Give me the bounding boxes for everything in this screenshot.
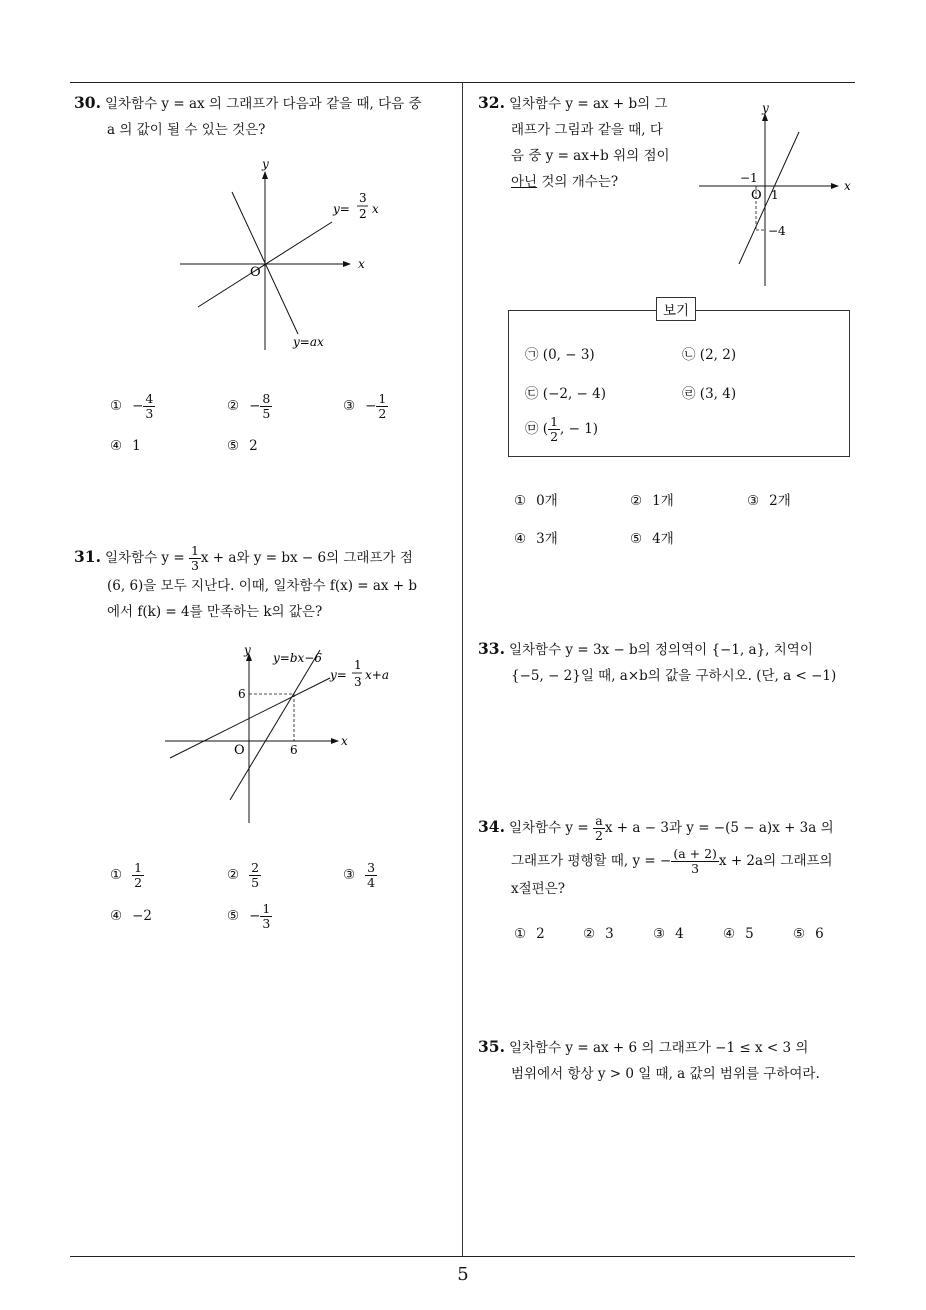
origin-label: O <box>751 188 762 203</box>
choice-4[interactable]: ④ 5 <box>723 926 754 942</box>
fraction: $\frac{1}{2}$ <box>134 860 143 890</box>
page-number: 5 <box>457 1264 469 1285</box>
choice-2[interactable]: ② − $\frac{8}{5}$ <box>227 391 271 421</box>
bogi-item: ㉡ (2, 2) <box>682 347 737 363</box>
x-axis-label: x <box>341 734 348 748</box>
bogi-title: 보기 <box>656 297 696 321</box>
tick-x-neg-label: −1 <box>740 171 758 185</box>
graph-line-bx-minus-6 <box>230 650 320 800</box>
question-text: 래프가 그림과 같을 때, 다 <box>511 122 663 138</box>
y-axis-label: y <box>762 101 769 115</box>
q30-graph <box>170 150 400 370</box>
question-32 <box>478 90 670 195</box>
question-30 <box>74 90 422 143</box>
choice-1[interactable]: ① 2 <box>514 926 545 942</box>
question-number: 31. <box>74 547 101 566</box>
line-label-num: 3 <box>359 191 367 205</box>
question-number: 32. <box>478 93 505 112</box>
line-label-num: 1 <box>354 658 362 672</box>
question-text: 일차함수 y = 3x − b의 정의역이 {−1, a}, 치역이 <box>508 642 813 658</box>
question-text: 일차함수 y = ax + 6 의 그래프가 −1 ≤ x < 3 의 <box>508 1040 809 1056</box>
choice-4[interactable]: ④ −2 <box>110 908 153 924</box>
fraction: $\frac{(a + 2)}{3}$ <box>673 846 717 876</box>
line-label-ax: y=ax <box>293 335 324 349</box>
graph-line-ax-plus-b <box>739 132 799 264</box>
fraction: $\frac{2}{5}$ <box>251 860 260 890</box>
choice-5[interactable]: ⑤ 4개 <box>630 531 674 547</box>
question-text: (6, 6)을 모두 지난다. 이때, 일차함수 f(x) = ax + b <box>107 578 418 594</box>
line-label-den: 3 <box>354 675 362 689</box>
question-text: 범위에서 항상 y > 0 일 때, a 값의 범위를 구하여라. <box>511 1066 820 1082</box>
q32-graph <box>695 98 860 293</box>
footer-rule <box>70 1256 855 1257</box>
choice-1[interactable]: ① $\frac{1}{2}$ <box>110 860 143 890</box>
tick-x-label: 1 <box>771 188 779 202</box>
line-label-prefix: y= <box>330 668 347 682</box>
question-number: 34. <box>478 817 505 836</box>
question-33 <box>478 636 836 689</box>
question-31 <box>74 544 417 625</box>
bogi-item: ㉤ ( $\frac{1}{2}$ , − 1) <box>525 414 599 444</box>
line-label-bx: y=bx−6 <box>273 651 322 665</box>
y-axis-label: y <box>244 643 251 657</box>
question-text: 일차함수 y = ax + b의 그 <box>508 96 668 112</box>
origin-label: O <box>234 743 245 758</box>
bogi-item: ㉠ (0, − 3) <box>525 347 595 363</box>
question-text: 것의 개수는? <box>537 174 619 190</box>
fraction: $\frac{3}{4}$ <box>367 860 376 890</box>
question-text: {−5, − 2}일 때, a×b의 값을 구하시오. (단, a < −1) <box>511 668 837 684</box>
fraction: $\frac{4}{3}$ <box>145 391 154 421</box>
y-axis-label: y <box>262 157 269 171</box>
tick-x-label: 6 <box>290 743 298 757</box>
choice-5[interactable]: ⑤ − $\frac{1}{3}$ <box>227 901 271 931</box>
question-number: 30. <box>74 93 101 112</box>
choice-5[interactable]: ⑤ 2 <box>227 438 258 454</box>
fraction: $\frac{1}{3}$ <box>262 901 271 931</box>
q31-graph <box>160 640 410 830</box>
question-text: x + a와 y = bx − 6의 그래프가 점 <box>200 550 413 566</box>
question-text-underlined: 아닌 <box>511 174 538 190</box>
question-text: 에서 f(k) = 4를 만족하는 k의 값은? <box>107 604 323 620</box>
line-label-prefix: y= <box>333 202 350 216</box>
choice-4[interactable]: ④ 3개 <box>514 531 558 547</box>
choice-4[interactable]: ④ 1 <box>110 438 141 454</box>
tick-y-label: −4 <box>768 224 786 238</box>
bogi-item: ㉣ (3, 4) <box>682 386 737 402</box>
bogi-item: ㉢ (−2, − 4) <box>525 386 607 402</box>
fraction: $\frac{1}{3}$ <box>190 543 199 573</box>
choice-2[interactable]: ② $\frac{2}{5}$ <box>227 860 260 890</box>
line-label-den: 2 <box>359 207 367 221</box>
question-text: x절편은? <box>511 881 565 897</box>
choice-2[interactable]: ② 1개 <box>630 493 674 509</box>
choice-3[interactable]: ③ − $\frac{1}{2}$ <box>343 391 387 421</box>
question-34 <box>478 814 834 902</box>
choice-1[interactable]: ① − $\frac{4}{3}$ <box>110 391 154 421</box>
question-number: 35. <box>478 1037 505 1056</box>
choice-5[interactable]: ⑤ 6 <box>793 926 824 942</box>
question-text: a 의 값이 될 수 있는 것은? <box>107 122 266 138</box>
question-text: 일차함수 y = ax 의 그래프가 다음과 같을 때, 다음 중 <box>104 96 422 112</box>
question-text: x + a − 3과 y = −(5 − a)x + 3a 의 <box>604 820 834 836</box>
choice-3[interactable]: ③ $\frac{3}{4}$ <box>343 860 376 890</box>
graph-line-1-3x-plus-a <box>170 678 330 758</box>
line-label-suffix: x <box>372 202 379 216</box>
choice-2[interactable]: ② 3 <box>583 926 614 942</box>
question-text: 일차함수 y = <box>508 820 589 836</box>
choice-1[interactable]: ① 0개 <box>514 493 558 509</box>
question-text: 일차함수 y = <box>104 550 185 566</box>
fraction: $\frac{a}{2}$ <box>594 813 603 843</box>
question-number: 33. <box>478 639 505 658</box>
choice-3[interactable]: ③ 2개 <box>747 493 791 509</box>
fraction: $\frac{8}{5}$ <box>262 391 271 421</box>
question-text: 음 중 y = ax+b 위의 점이 <box>511 148 670 164</box>
origin-label: O <box>250 265 261 280</box>
question-text: 그래프가 평행할 때, y = − <box>511 853 672 869</box>
column-divider <box>462 82 463 1256</box>
line-label-suffix: x+a <box>365 668 389 682</box>
fraction: $\frac{1}{2}$ <box>378 391 387 421</box>
x-axis-label: x <box>358 257 365 271</box>
choice-3[interactable]: ③ 4 <box>653 926 684 942</box>
x-axis-label: x <box>844 179 851 193</box>
fraction: $\frac{1}{2}$ <box>550 414 559 444</box>
question-35 <box>478 1034 820 1087</box>
question-text: x + 2a의 그래프의 <box>718 853 833 869</box>
tick-y-label: 6 <box>238 687 246 701</box>
